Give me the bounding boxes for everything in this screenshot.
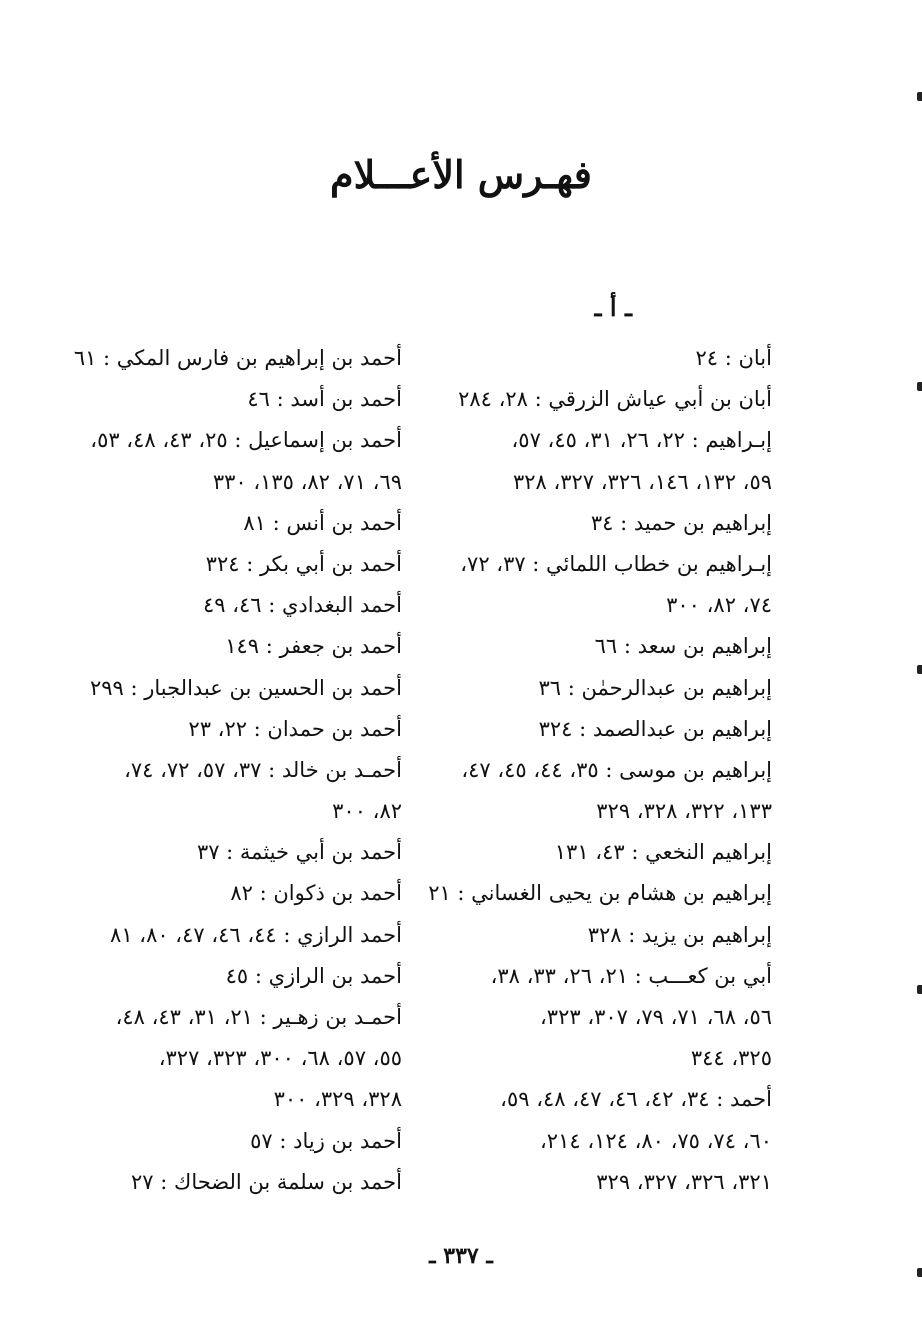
index-list-left bbox=[32, 338, 402, 1203]
index-entry-name-line: أبي بن كعـــب : ٢١، ٢٦، ٣٣، ٣٨، bbox=[490, 963, 772, 988]
index-entry bbox=[432, 626, 772, 667]
edge-mark bbox=[917, 1268, 922, 1277]
index-entry bbox=[432, 338, 772, 379]
index-entry bbox=[432, 1079, 772, 1203]
index-entry-name-line: أحمد بن حمدان : ٢٢، ٢٣ bbox=[188, 716, 402, 741]
index-entry-name-line: أحمد البغدادي : ٤٦، ٤٩ bbox=[202, 593, 402, 618]
index-entry bbox=[432, 750, 772, 832]
index-entry-name-line: أحمد بن إسماعيل : ٢٥، ٤٣، ٤٨، ٥٣، bbox=[90, 428, 402, 453]
index-entry bbox=[32, 503, 402, 544]
index-entry-continuation-line: ٥٦، ٦٨، ٧١، ٧٩، ٣٠٧، ٣٢٣، bbox=[540, 1005, 772, 1029]
index-entry-continuation-line: ٣٢٥، ٣٤٤ bbox=[690, 1046, 772, 1071]
index-entry bbox=[32, 750, 402, 832]
index-entry bbox=[32, 956, 402, 997]
index-entry bbox=[32, 544, 402, 585]
index-entry bbox=[432, 956, 772, 1080]
index-entry bbox=[32, 585, 402, 626]
index-entry bbox=[32, 1121, 402, 1162]
index-entry bbox=[32, 1162, 402, 1203]
index-entry-name-line: إبراهيم بن سعد : ٦٦ bbox=[594, 634, 772, 659]
index-entry-name-line: أحمد بن زياد : ٥٧ bbox=[250, 1128, 402, 1153]
index-entry-name-line: إبراهيم بن عبدالصمد : ٣٢٤ bbox=[538, 716, 772, 741]
edge-mark bbox=[917, 92, 922, 101]
index-column-right bbox=[428, 338, 772, 1203]
index-column-left bbox=[32, 338, 402, 1203]
index-entry-continuation-line: ٦٠، ٧٤، ٧٥، ٨٠، ١٢٤، ٢١٤، bbox=[540, 1128, 772, 1153]
index-entry bbox=[32, 420, 402, 502]
index-entry-name-line: إبراهيم بن حميد : ٣٤ bbox=[590, 510, 772, 535]
index-entry bbox=[32, 915, 402, 956]
index-entry-name-line: أحمد بن جعفر : ١٤٩ bbox=[225, 634, 402, 659]
index-entry-name-line: إبـراهيم : ٢٢، ٢٦، ٣١، ٤٥، ٥٧، bbox=[511, 428, 772, 453]
index-entry-name-line: أحمد : ٣٤، ٤٢، ٤٦، ٤٧، ٤٨، ٥٩، bbox=[500, 1087, 772, 1112]
index-entry-name-line: إبراهيم بن موسى : ٣٥، ٤٤، ٤٥، ٤٧، bbox=[461, 757, 772, 782]
index-entry-name-line: أحمد الرازي : ٤٤، ٤٦، ٤٧، ٨٠، ٨١ bbox=[110, 922, 402, 947]
index-entry-continuation-line: ٧٤، ٨٢، ٣٠٠ bbox=[666, 593, 772, 618]
index-entry-name-line: إبراهيم بن هشام بن يحيى الغساني : ٢١ bbox=[428, 881, 772, 906]
index-entry-name-line: أحمد بن أبي بكر : ٣٢٤ bbox=[205, 551, 402, 576]
index-entry bbox=[32, 379, 402, 420]
index-entry bbox=[432, 668, 772, 709]
index-entry bbox=[432, 832, 772, 873]
index-entry-name-line: أحمـد بن خالد : ٣٧، ٥٧، ٧٢، ٧٤، bbox=[124, 757, 402, 782]
index-entry-continuation-line: ٣٢١، ٣٢٦، ٣٢٧، ٣٢٩ bbox=[596, 1169, 772, 1194]
page-title: فهـرس الأعـــلام bbox=[330, 152, 592, 197]
index-entry bbox=[432, 420, 772, 502]
edge-mark bbox=[917, 382, 922, 391]
section-letter: ـ أ ـ bbox=[594, 293, 632, 322]
index-entry-name-line: إبراهيم بن يزيد : ٣٢٨ bbox=[587, 922, 772, 947]
index-entry-continuation-line: ٨٢، ٣٠٠ bbox=[332, 799, 402, 824]
index-entry-name-line: إبـراهيم بن خطاب اللمائي : ٣٧، ٧٢، bbox=[460, 551, 772, 576]
index-entry bbox=[432, 544, 772, 626]
index-entry-continuation-line: ٣٢٨، ٣٢٩، ٣٠٠ bbox=[273, 1087, 402, 1112]
index-entry-continuation-line: ٥٥، ٥٧، ٦٨، ٣٠٠، ٣٢٣، ٣٢٧، bbox=[158, 1046, 402, 1071]
index-entry-name-line: أحمد بن أسد : ٤٦ bbox=[247, 387, 402, 412]
index-entry bbox=[32, 626, 402, 667]
index-entry-name-line: إبراهيم بن عبدالرحمٰن : ٣٦ bbox=[538, 675, 772, 700]
index-entry bbox=[32, 832, 402, 873]
index-entry-name-line: أحمد بن إبراهيم بن فارس المكي : ٦١ bbox=[73, 346, 402, 370]
index-entry-name-line: أحمد بن سلمة بن الضحاك : ٢٧ bbox=[131, 1169, 402, 1194]
index-entry bbox=[432, 503, 772, 544]
edge-mark bbox=[917, 665, 922, 674]
index-entry bbox=[428, 873, 772, 914]
index-entry bbox=[32, 338, 402, 379]
edge-mark bbox=[917, 985, 922, 994]
index-entry bbox=[32, 873, 402, 914]
index-entry bbox=[32, 709, 402, 750]
index-entry-name-line: إبراهيم النخعي : ٤٣، ١٣١ bbox=[554, 840, 772, 865]
index-entry bbox=[432, 379, 772, 420]
index-entry-name-line: أبان : ٢٤ bbox=[695, 346, 772, 370]
index-entry-continuation-line: ٦٩، ٧١، ٨٢، ١٣٥، ٣٣٠ bbox=[212, 469, 402, 494]
index-entry-name-line: أحمـد بن زهـير : ٢١، ٣١، ٤٣، ٤٨، bbox=[115, 1005, 402, 1029]
index-entry-name-line: أبان بن أبي عياش الزرقي : ٢٨، ٢٨٤ bbox=[458, 387, 772, 412]
index-entry bbox=[32, 668, 402, 709]
index-entry-name-line: أحمد بن أبي خيثمة : ٣٧ bbox=[196, 840, 402, 865]
index-entry-name-line: أحمد بن أنس : ٨١ bbox=[243, 510, 402, 535]
index-entry-name-line: أحمد بن الرازي : ٤٥ bbox=[225, 963, 402, 988]
index-entry-continuation-line: ١٣٣، ٣٢٢، ٣٢٨، ٣٢٩ bbox=[596, 799, 772, 824]
index-list-right bbox=[428, 338, 772, 1203]
index-entry bbox=[432, 915, 772, 956]
index-entry-continuation-line: ٥٩، ١٣٢، ١٤٦، ٣٢٦، ٣٢٧، ٣٢٨ bbox=[512, 469, 772, 494]
index-entry-name-line: أحمد بن ذكوان : ٨٢ bbox=[230, 881, 402, 906]
index-entry-name-line: أحمد بن الحسين بن عبدالجبار : ٢٩٩ bbox=[89, 675, 402, 700]
index-entry bbox=[432, 709, 772, 750]
index-entry bbox=[32, 997, 402, 1121]
page-number: ـ ٣٣٧ ـ bbox=[429, 1243, 493, 1269]
